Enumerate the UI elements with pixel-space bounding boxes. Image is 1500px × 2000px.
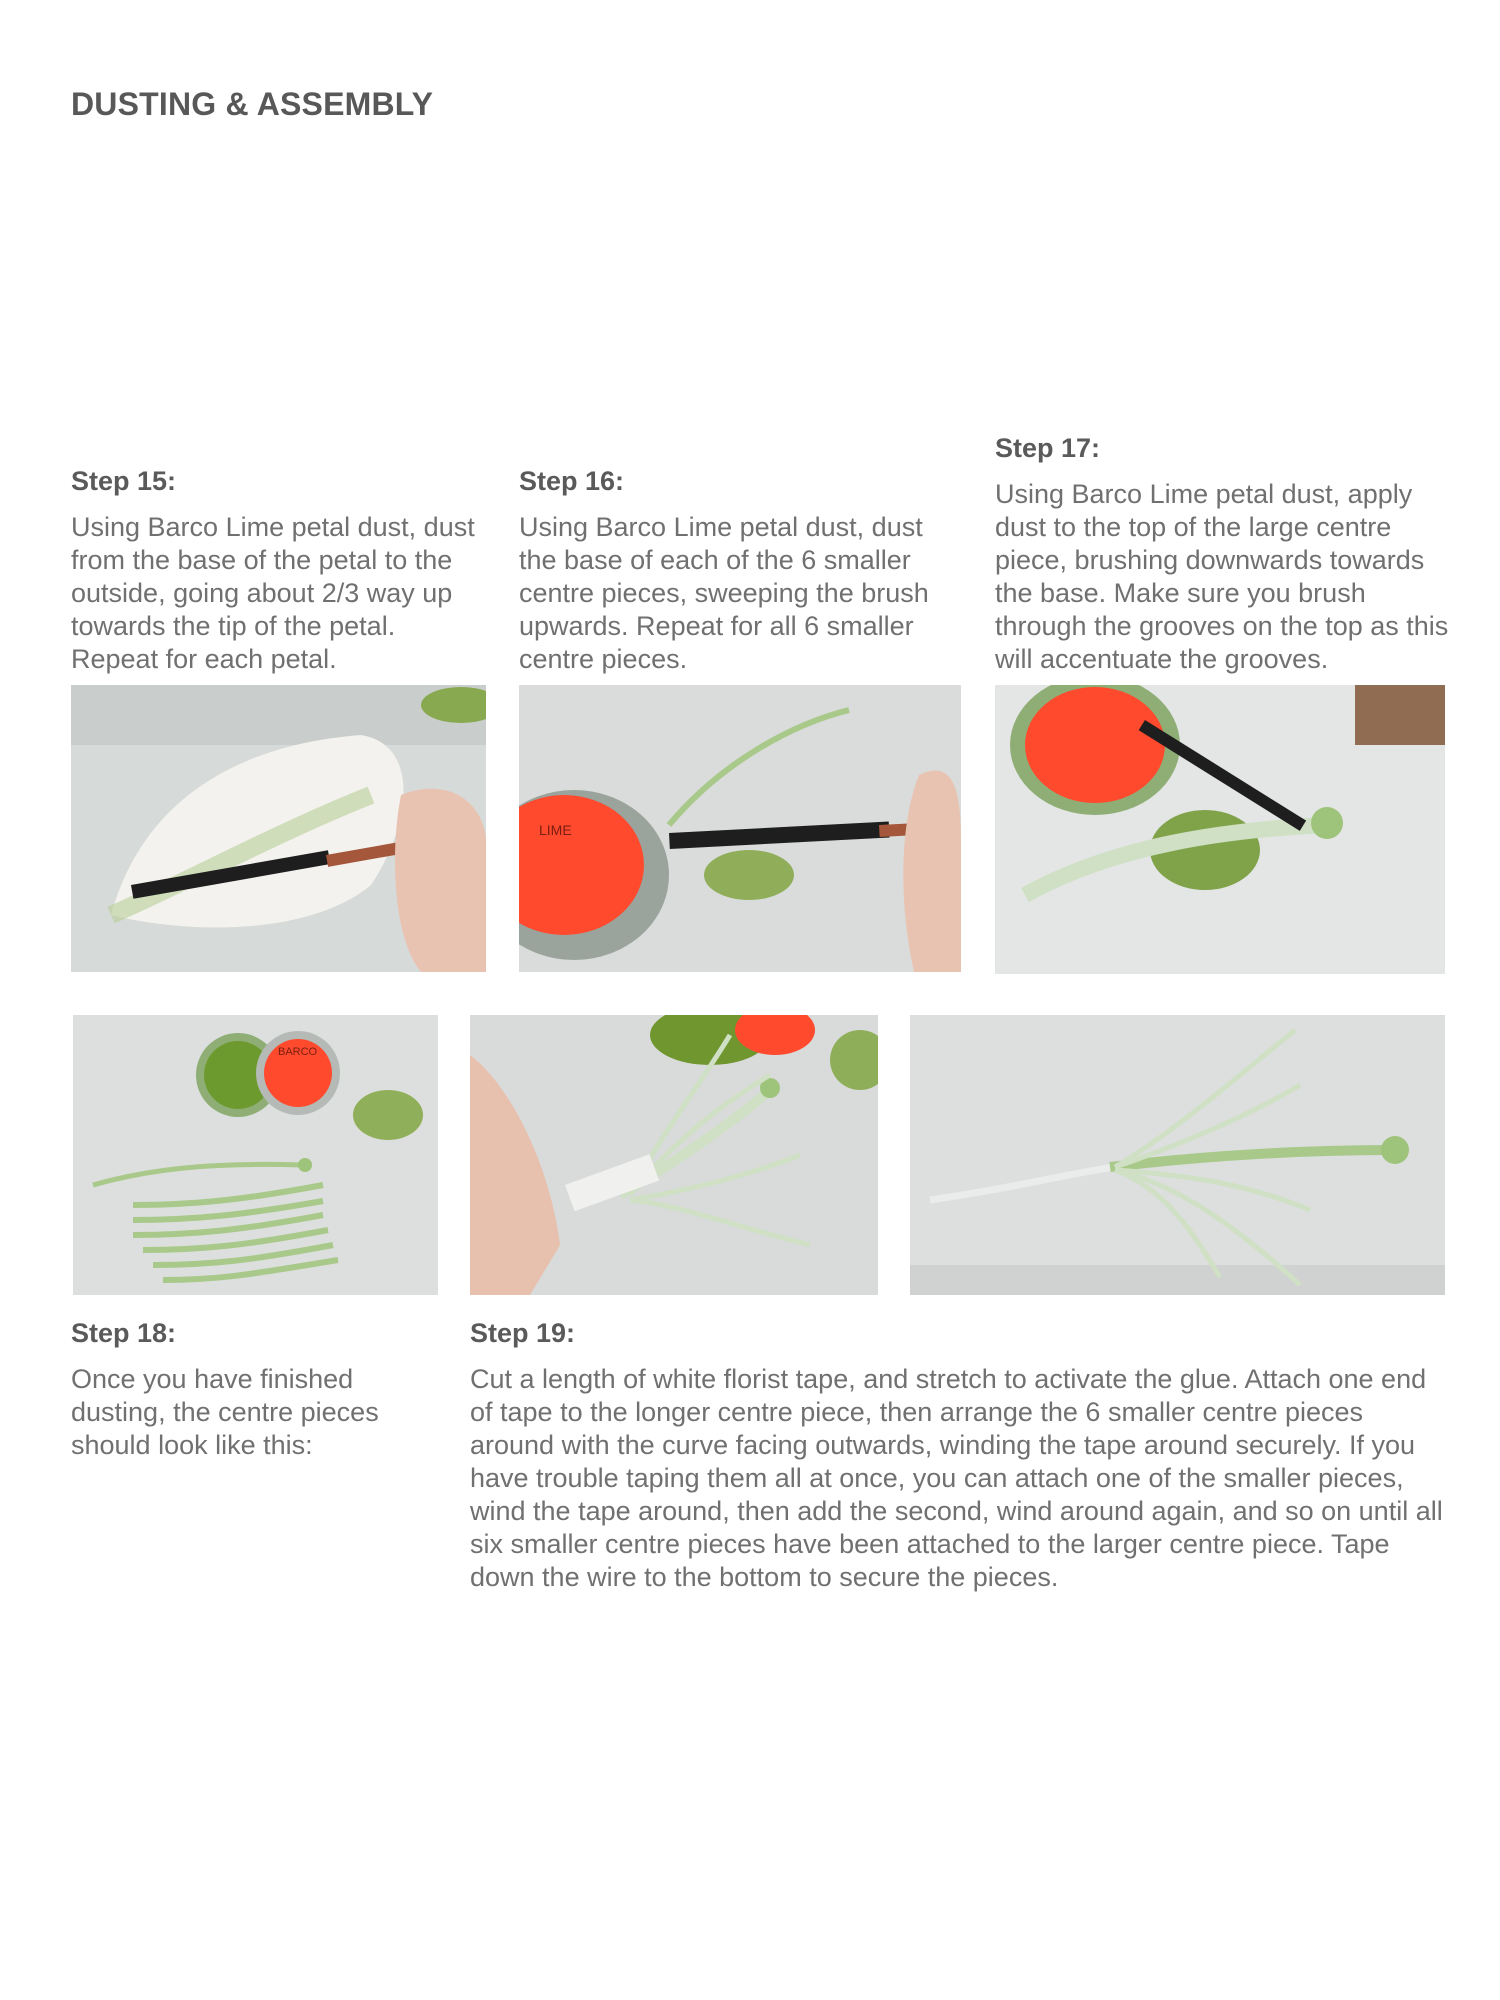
step-16	[519, 466, 959, 676]
step-text: Using Barco Lime petal dust, dust the base of each of the 6 smaller centre pieces, sweeping the brush upwards. Repeat for all 6 smaller centre pieces.	[519, 512, 929, 674]
step-heading: Step 15:	[71, 466, 177, 496]
step-text: Using Barco Lime petal dust, apply dust to the top of the large centre piece, brushing downwards towards the base. Make sure you brush through the grooves on the top as this will accentuate the grooves.	[995, 479, 1449, 674]
photo-small-centre-dusting	[519, 685, 961, 972]
photo-assembled-centre	[910, 1015, 1445, 1295]
step-19	[470, 1318, 1445, 1594]
step-17	[995, 433, 1455, 676]
step-heading: Step 17:	[995, 433, 1101, 463]
step-text: Once you have finished dusting, the centre pieces should look like this:	[71, 1364, 379, 1460]
step-heading: Step 16:	[519, 466, 625, 496]
step-18	[71, 1318, 436, 1462]
photo-petal-dusting	[71, 685, 486, 972]
step-text: Using Barco Lime petal dust, dust from the base of the petal to the outside, going about 2/3 way up towards the tip of the petal. Repeat for each petal.	[71, 512, 475, 674]
photo-large-centre-dusting	[995, 685, 1445, 974]
jar-brand-text: BARCO	[278, 1046, 318, 1058]
page-title: DUSTING & ASSEMBLY	[71, 86, 434, 122]
step-text: Cut a length of white florist tape, and stretch to activate the glue. Attach one end of tape to the longer centre piece, then arrange the 6 smaller centre pieces around with the curve facing outwards, winding the tape around securely. If you have trouble taping them all at once, you can attach one of the smaller pieces, wind the tape around, then add the second, wind around again, and so on until all six smaller centre pieces have been attached to the larger centre piece. Tape down the wire to the bottom to secure the pieces.	[470, 1364, 1443, 1592]
photo-finished-centre-pieces	[73, 1015, 438, 1295]
photo-taping-centre-pieces	[470, 1015, 878, 1295]
jar-shade-text: LIME	[539, 822, 572, 838]
step-heading: Step 19:	[470, 1318, 576, 1348]
step-15	[71, 466, 486, 676]
step-heading: Step 18:	[71, 1318, 177, 1348]
